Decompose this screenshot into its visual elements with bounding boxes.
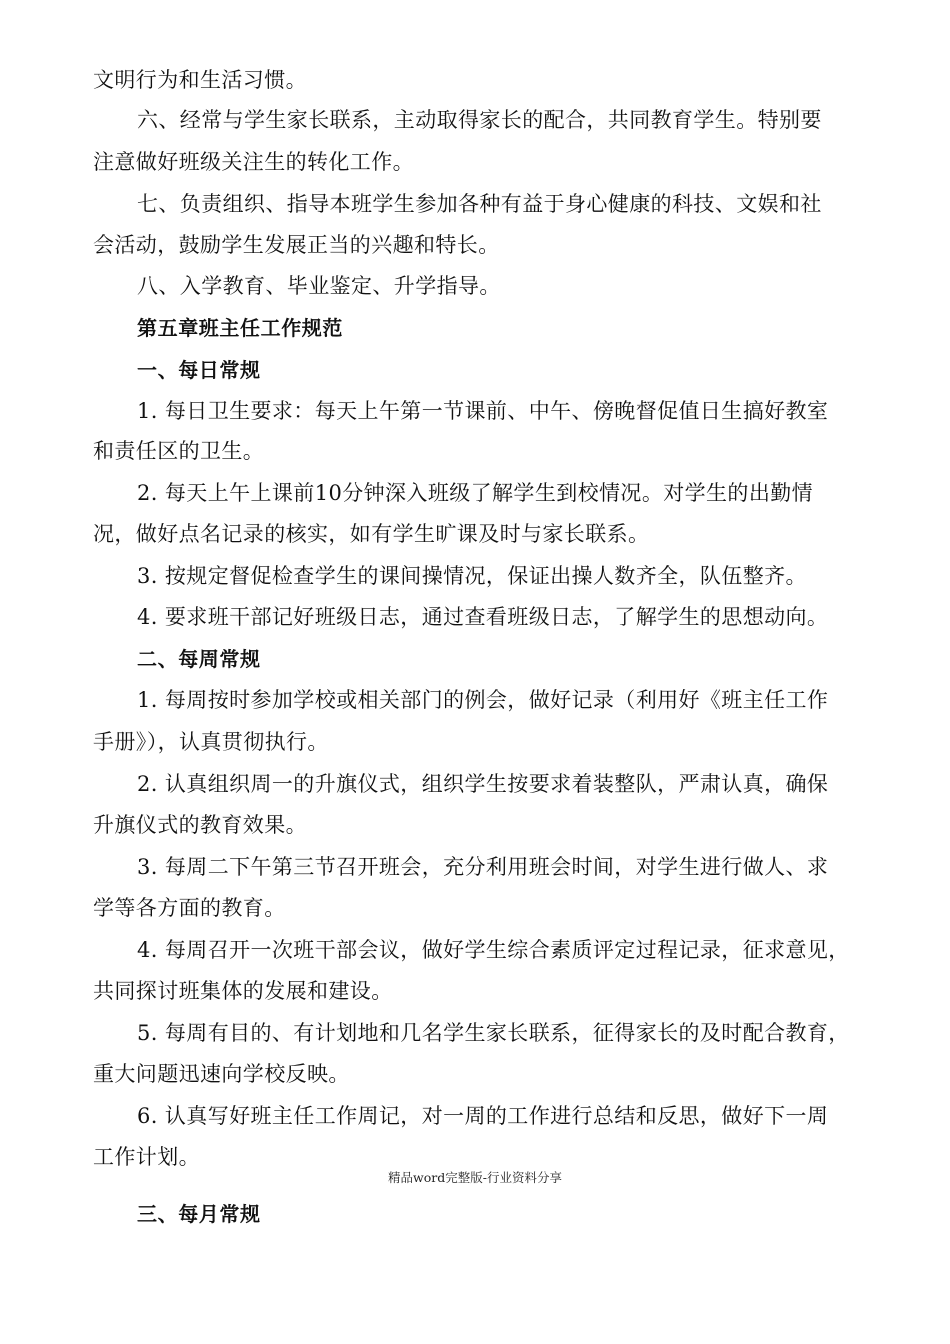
paragraph-seven-line: 七、负责组织、指导本班学生参加各种有益于身心健康的科技、文娱和社 — [137, 192, 822, 216]
section-heading-monthly: 三、每月常规 — [137, 1202, 261, 1226]
daily-item-line: 4. 要求班干部记好班级日志，通过查看班级日志，了解学生的思想动向。 — [137, 605, 829, 629]
weekly-item-line: 升旗仪式的教育效果。 — [93, 813, 307, 837]
daily-item-line: 况，做好点名记录的核实，如有学生旷课及时与家长联系。 — [93, 522, 650, 546]
paragraph-six-line: 注意做好班级关注生的转化工作。 — [93, 150, 414, 174]
weekly-item-line: 工作计划。 — [93, 1145, 200, 1169]
weekly-item-line: 手册》），认真贯彻执行。 — [93, 730, 329, 754]
paragraph-six-line: 六、经常与学生家长联系，主动取得家长的配合，共同教育学生。特别要 — [137, 108, 822, 132]
page-footer: 精品word完整版-行业资料分享 — [388, 1170, 562, 1185]
weekly-item-line: 学等各方面的教育。 — [93, 896, 286, 920]
section-heading-weekly: 二、每周常规 — [137, 647, 261, 671]
body-text-line: 文明行为和生活习惯。 — [93, 68, 307, 92]
weekly-item-line: 3. 每周二下午第三节召开班会，充分利用班会时间，对学生进行做人、求 — [137, 855, 829, 879]
weekly-item-line: 4. 每周召开一次班干部会议，做好学生综合素质评定过程记录，征求意见， — [137, 938, 850, 962]
weekly-item-line: 共同探讨班集体的发展和建设。 — [93, 979, 393, 1003]
weekly-item-line: 5. 每周有目的、有计划地和几名学生家长联系，征得家长的及时配合教育， — [137, 1021, 850, 1045]
weekly-item-line: 2. 认真组织周一的升旗仪式，组织学生按要求着装整队，严肃认真，确保 — [137, 772, 829, 796]
daily-item-line: 2. 每天上午上课前10分钟深入班级了解学生到校情况。对学生的出勤情 — [137, 481, 814, 505]
paragraph-eight-line: 八、入学教育、毕业鉴定、升学指导。 — [137, 274, 501, 298]
weekly-item-line: 重大问题迅速向学校反映。 — [93, 1062, 350, 1086]
daily-item-line: 3. 按规定督促检查学生的课间操情况，保证出操人数齐全，队伍整齐。 — [137, 564, 807, 588]
chapter-heading: 第五章班主任工作规范 — [137, 316, 343, 340]
paragraph-seven-line: 会活动，鼓励学生发展正当的兴趣和特长。 — [93, 233, 500, 257]
daily-item-line: 和责任区的卫生。 — [93, 439, 265, 463]
weekly-item-line: 6. 认真写好班主任工作周记，对一周的工作进行总结和反思，做好下一周 — [137, 1104, 829, 1128]
daily-item-line: 1. 每日卫生要求：每天上午第一节课前、中午、傍晚督促值日生搞好教室 — [137, 399, 829, 423]
weekly-item-line: 1. 每周按时参加学校或相关部门的例会，做好记录（利用好《班主任工作 — [137, 688, 829, 712]
section-heading-daily: 一、每日常规 — [137, 358, 261, 382]
